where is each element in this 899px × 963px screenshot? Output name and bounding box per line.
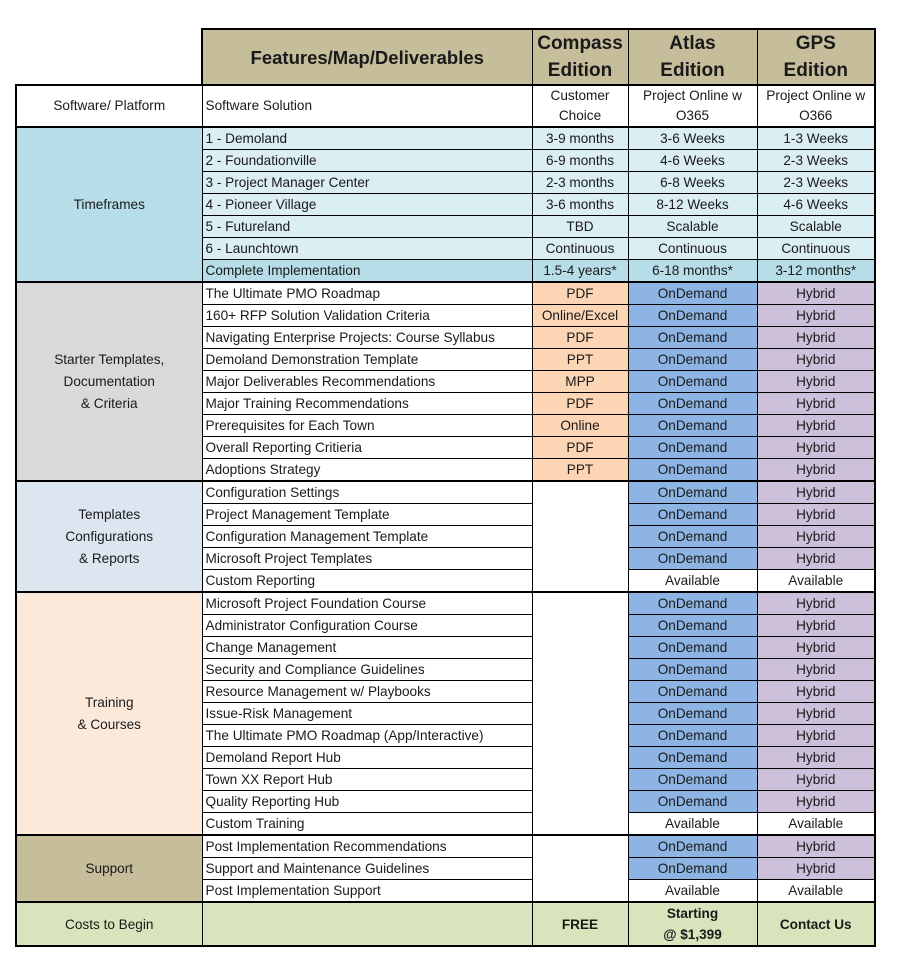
gps-cell: Scalable [757,216,875,238]
atlas-cell: OnDemand [628,703,757,725]
gps-cell: Hybrid [757,835,875,858]
section-label-support: Support [16,835,202,902]
feature-cell: Navigating Enterprise Projects: Course Syllabus [202,327,532,349]
atlas-cell: OnDemand [628,548,757,570]
atlas-cell: OnDemand [628,305,757,327]
atlas-cell: OnDemand [628,349,757,371]
gps-cell: Hybrid [757,415,875,437]
compass-cell: TBD [532,216,628,238]
gps-cell: Hybrid [757,504,875,526]
atlas-cell: OnDemand [628,592,757,615]
costs-gps: Contact Us [757,902,875,946]
atlas-cell: OnDemand [628,637,757,659]
feature-cell: Support and Maintenance Guidelines [202,858,532,880]
feature-cell: Configuration Settings [202,481,532,504]
gps-cell: Hybrid [757,703,875,725]
gps-cell: 3-12 months* [757,260,875,283]
section-label-starter: Starter Templates, Documentation & Criteria [16,282,202,481]
atlas-cell: 3-6 Weeks [628,127,757,150]
feature-cell: 4 - Pioneer Village [202,194,532,216]
gps-cell: 4-6 Weeks [757,194,875,216]
atlas-cell: OnDemand [628,437,757,459]
software-label: Software/ Platform [16,85,202,127]
gps-cell: 1-3 Weeks [757,127,875,150]
gps-cell: Hybrid [757,305,875,327]
atlas-cell: OnDemand [628,481,757,504]
atlas-cell: OnDemand [628,526,757,548]
atlas-cell: Available [628,813,757,836]
compass-cell: PDF [532,327,628,349]
compass-empty-cell [532,835,628,902]
atlas-cell: OnDemand [628,282,757,305]
gps-cell: Hybrid [757,747,875,769]
compass-cell: PPT [532,459,628,482]
gps-cell: Hybrid [757,459,875,482]
comparison-table [15,28,876,947]
feature-cell: Project Management Template [202,504,532,526]
feature-cell: 6 - Launchtown [202,238,532,260]
atlas-cell: OnDemand [628,791,757,813]
feature-cell: Post Implementation Recommendations [202,835,532,858]
atlas-cell: OnDemand [628,415,757,437]
atlas-cell: Available [628,880,757,903]
compass-cell: PDF [532,437,628,459]
table-row [16,282,875,305]
gps-cell: Available [757,570,875,593]
atlas-cell: OnDemand [628,371,757,393]
costs-label: Costs to Begin [16,902,202,946]
atlas-cell: OnDemand [628,835,757,858]
gps-cell: Hybrid [757,791,875,813]
atlas-cell: OnDemand [628,659,757,681]
software-atlas: Project Online w O365 [628,85,757,127]
gps-cell: Hybrid [757,681,875,703]
software-feature: Software Solution [202,85,532,127]
feature-cell: Major Deliverables Recommendations [202,371,532,393]
atlas-cell: OnDemand [628,681,757,703]
feature-cell: Configuration Management Template [202,526,532,548]
gps-cell: Hybrid [757,349,875,371]
gps-cell: Available [757,880,875,903]
feature-cell: 160+ RFP Solution Validation Criteria [202,305,532,327]
gps-cell: Hybrid [757,371,875,393]
feature-cell: 3 - Project Manager Center [202,172,532,194]
feature-cell: Overall Reporting Critieria [202,437,532,459]
atlas-cell: Available [628,570,757,593]
gps-cell: Hybrid [757,437,875,459]
compass-cell: Online [532,415,628,437]
gps-cell: Hybrid [757,548,875,570]
gps-cell: Available [757,813,875,836]
compass-cell: MPP [532,371,628,393]
section-label-training: Training & Courses [16,592,202,835]
gps-cell: Hybrid [757,769,875,791]
gps-cell: 2-3 Weeks [757,172,875,194]
atlas-cell: OnDemand [628,393,757,415]
feature-cell: Security and Compliance Guidelines [202,659,532,681]
feature-cell: Administrator Configuration Course [202,615,532,637]
section-label-templates: Templates Configurations & Reports [16,481,202,592]
feature-cell: Prerequisites for Each Town [202,415,532,437]
atlas-cell: Scalable [628,216,757,238]
compass-cell: Online/Excel [532,305,628,327]
atlas-cell: OnDemand [628,327,757,349]
table-row [16,481,875,504]
costs-atlas: Starting @ $1,399 [628,902,757,946]
gps-cell: Hybrid [757,725,875,747]
feature-cell: Issue-Risk Management [202,703,532,725]
feature-cell: Custom Training [202,813,532,836]
feature-cell: Adoptions Strategy [202,459,532,482]
table-row [16,127,875,150]
atlas-cell: OnDemand [628,504,757,526]
software-compass: Customer Choice [532,85,628,127]
gps-cell: Hybrid [757,393,875,415]
atlas-cell: OnDemand [628,769,757,791]
header-row [16,29,875,85]
gps-cell: Continuous [757,238,875,260]
atlas-cell: 4-6 Weeks [628,150,757,172]
feature-cell: 2 - Foundationville [202,150,532,172]
feature-cell: Major Training Recommendations [202,393,532,415]
feature-cell: The Ultimate PMO Roadmap (App/Interactive) [202,725,532,747]
compass-cell: 2-3 months [532,172,628,194]
atlas-cell: OnDemand [628,747,757,769]
compass-cell: PDF [532,282,628,305]
atlas-cell: OnDemand [628,459,757,482]
compass-cell: 1.5-4 years* [532,260,628,283]
gps-cell: 2-3 Weeks [757,150,875,172]
feature-cell: Change Management [202,637,532,659]
feature-cell: Demoland Report Hub [202,747,532,769]
feature-cell: Microsoft Project Foundation Course [202,592,532,615]
atlas-cell: Continuous [628,238,757,260]
compass-empty-cell [532,592,628,835]
compass-cell: 3-6 months [532,194,628,216]
software-row [16,85,875,127]
gps-cell: Hybrid [757,327,875,349]
atlas-cell: 6-18 months* [628,260,757,283]
software-gps: Project Online w O366 [757,85,875,127]
feature-cell: Resource Management w/ Playbooks [202,681,532,703]
feature-cell: Custom Reporting [202,570,532,593]
costs-row [16,902,875,946]
gps-cell: Hybrid [757,637,875,659]
costs-compass: FREE [532,902,628,946]
atlas-cell: 8-12 Weeks [628,194,757,216]
atlas-cell: OnDemand [628,725,757,747]
compass-cell: PPT [532,349,628,371]
feature-cell: Demoland Demonstration Template [202,349,532,371]
gps-cell: Hybrid [757,615,875,637]
feature-cell: Town XX Report Hub [202,769,532,791]
feature-cell: Post Implementation Support [202,880,532,903]
features-header: Features/Map/Deliverables [202,29,532,85]
gps-cell: Hybrid [757,481,875,504]
gps-cell: Hybrid [757,282,875,305]
feature-cell: Microsoft Project Templates [202,548,532,570]
table-row [16,835,875,858]
feature-cell: Quality Reporting Hub [202,791,532,813]
table-row [16,592,875,615]
feature-cell: 1 - Demoland [202,127,532,150]
gps-cell: Hybrid [757,659,875,681]
header-blank [16,29,202,85]
costs-feature [202,902,532,946]
compass-cell: Continuous [532,238,628,260]
compass-cell: 3-9 months [532,127,628,150]
gps-cell: Hybrid [757,526,875,548]
gps-cell: Hybrid [757,592,875,615]
feature-cell: The Ultimate PMO Roadmap [202,282,532,305]
atlas-cell: 6-8 Weeks [628,172,757,194]
atlas-cell: OnDemand [628,858,757,880]
gps-cell: Hybrid [757,858,875,880]
feature-cell: Complete Implementation [202,260,532,283]
compass-empty-cell [532,481,628,592]
gps-header: GPS Edition [757,29,875,85]
atlas-header: Atlas Edition [628,29,757,85]
feature-cell: 5 - Futureland [202,216,532,238]
atlas-cell: OnDemand [628,615,757,637]
compass-header: Compass Edition [532,29,628,85]
compass-cell: PDF [532,393,628,415]
section-label-timeframes: Timeframes [16,127,202,282]
compass-cell: 6-9 months [532,150,628,172]
